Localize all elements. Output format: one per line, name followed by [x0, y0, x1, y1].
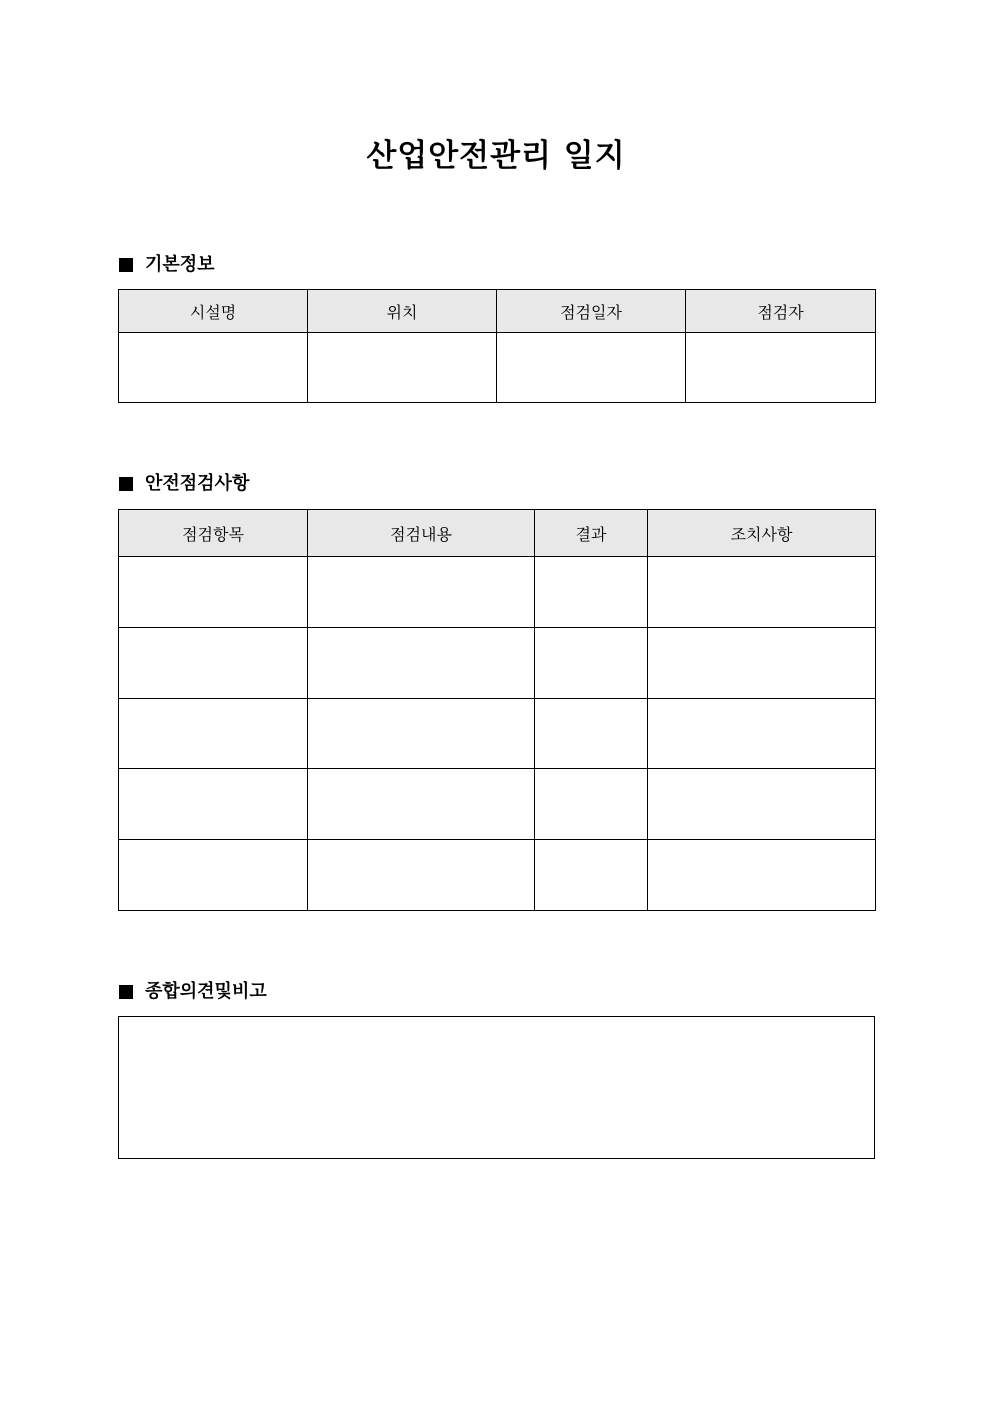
header-inspection-item: 점검항목	[119, 510, 308, 557]
header-location: 위치	[308, 290, 497, 333]
inspection-header-row	[119, 510, 876, 557]
basic-info-heading	[119, 253, 215, 277]
remarks-heading-label: 종합의견및비고	[145, 981, 267, 1002]
inspection-heading	[119, 472, 249, 496]
basic-info-value-row	[119, 333, 876, 403]
inspection-date-field[interactable]	[497, 333, 686, 403]
inspection-content-cell[interactable]	[308, 628, 535, 699]
inspection-content-cell[interactable]	[308, 840, 535, 911]
inspection-item-cell[interactable]	[119, 699, 308, 769]
square-bullet-icon	[119, 258, 133, 272]
result-cell[interactable]	[535, 628, 648, 699]
action-taken-cell[interactable]	[648, 769, 876, 840]
result-cell[interactable]	[535, 769, 648, 840]
remarks-field[interactable]	[118, 1016, 875, 1159]
remarks-heading	[119, 980, 267, 1004]
action-taken-cell[interactable]	[648, 840, 876, 911]
inspection-item-cell[interactable]	[119, 557, 308, 628]
header-inspector: 점검자	[686, 290, 876, 333]
basic-info-header-row	[119, 290, 876, 333]
result-cell[interactable]	[535, 557, 648, 628]
inspection-content-cell[interactable]	[308, 769, 535, 840]
header-result: 결과	[535, 510, 648, 557]
header-action-taken: 조치사항	[648, 510, 876, 557]
location-field[interactable]	[308, 333, 497, 403]
inspection-item-cell[interactable]	[119, 840, 308, 911]
square-bullet-icon	[119, 985, 133, 999]
header-inspection-date: 점검일자	[497, 290, 686, 333]
inspection-content-cell[interactable]	[308, 699, 535, 769]
basic-info-heading-label: 기본정보	[145, 254, 215, 275]
basic-info-table	[118, 289, 876, 403]
header-facility-name: 시설명	[119, 290, 308, 333]
table-row	[119, 699, 876, 769]
inspection-item-cell[interactable]	[119, 628, 308, 699]
action-taken-cell[interactable]	[648, 557, 876, 628]
table-row	[119, 769, 876, 840]
document-title: 산업안전관리 일지	[366, 138, 626, 174]
inspection-item-cell[interactable]	[119, 769, 308, 840]
header-inspection-content: 점검내용	[308, 510, 535, 557]
table-row	[119, 628, 876, 699]
inspection-heading-label: 안전점검사항	[145, 473, 250, 494]
inspection-table	[118, 509, 876, 911]
result-cell[interactable]	[535, 840, 648, 911]
square-bullet-icon	[119, 477, 133, 491]
action-taken-cell[interactable]	[648, 699, 876, 769]
table-row	[119, 840, 876, 911]
inspector-field[interactable]	[686, 333, 876, 403]
action-taken-cell[interactable]	[648, 628, 876, 699]
table-row	[119, 557, 876, 628]
result-cell[interactable]	[535, 699, 648, 769]
facility-name-field[interactable]	[119, 333, 308, 403]
inspection-content-cell[interactable]	[308, 557, 535, 628]
